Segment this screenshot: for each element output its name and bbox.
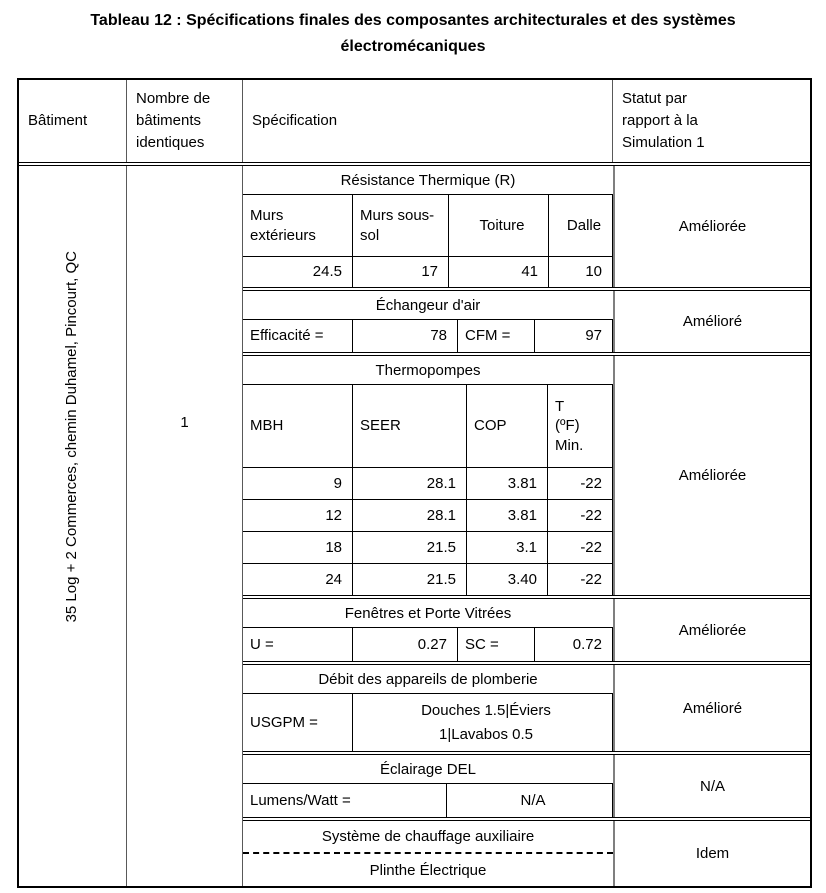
table-header-row	[19, 80, 810, 166]
chauffage-spec	[243, 821, 613, 886]
section-eclairage	[243, 751, 810, 817]
fenetres-values-row	[243, 628, 613, 661]
building-name-cell	[19, 166, 127, 886]
resistance-col-murs-exterieurs: Murs extérieurs	[243, 195, 353, 256]
thermopompes-column-headers	[243, 385, 613, 467]
section-plomberie	[243, 661, 810, 751]
thermopompes-title: Thermopompes	[243, 356, 613, 385]
table-caption: Tableau 12 : Spécifications finales des composantes architecturales et des systèmes électromécaniques	[90, 12, 736, 56]
tp-r1-tmin: -22	[548, 468, 613, 499]
building-count-value: 1	[180, 414, 189, 431]
fenetres-title: Fenêtres et Porte Vitrées	[243, 599, 613, 628]
eclairage-values-row	[243, 784, 613, 817]
resistance-col-toiture: Toiture	[449, 195, 549, 256]
plomberie-values-row	[243, 694, 613, 751]
tp-r2-tmin: -22	[548, 500, 613, 531]
thermopompes-row-3	[243, 531, 613, 563]
echangeur-cfm-value: 97	[535, 320, 613, 352]
tp-r1-seer: 28.1	[353, 468, 467, 499]
echangeur-status: Amélioré	[613, 291, 810, 352]
resistance-value-murs-sous-sol: 17	[353, 257, 449, 287]
thermopompes-row-1	[243, 467, 613, 499]
plomberie-spec	[243, 665, 613, 751]
resistance-column-headers	[243, 195, 613, 256]
tp-r2-seer: 28.1	[353, 500, 467, 531]
section-thermopompes	[243, 352, 810, 595]
thermopompes-spec	[243, 356, 613, 595]
tp-r4-tmin: -22	[548, 564, 613, 595]
echangeur-efficacite-value: 78	[353, 320, 458, 352]
plomberie-usgpm-value: Douches 1.5|Éviers 1|Lavabos 0.5	[421, 702, 551, 743]
echangeur-title: Échangeur d'air	[243, 291, 613, 320]
resistance-values-row	[243, 256, 613, 287]
resistance-value-murs-exterieurs: 24.5	[243, 257, 353, 287]
thermopompes-col-tmin	[548, 385, 613, 467]
header-statut-label: Statut par rapport à la Simulation 1	[622, 90, 705, 151]
tp-r1-mbh: 9	[243, 468, 353, 499]
tp-r3-tmin: -22	[548, 532, 613, 563]
table-body	[19, 166, 810, 886]
section-resistance-thermique	[243, 166, 810, 287]
building-count-cell	[127, 166, 243, 886]
echangeur-cfm-label: CFM =	[458, 320, 535, 352]
plomberie-status: Amélioré	[613, 665, 810, 751]
tp-r4-cop: 3.40	[467, 564, 548, 595]
chauffage-status: Idem	[613, 821, 810, 886]
eclairage-lumens-label: Lumens/Watt =	[243, 784, 447, 817]
tp-r2-cop: 3.81	[467, 500, 548, 531]
echangeur-spec	[243, 291, 613, 352]
chauffage-type-label: Plinthe Électrique	[369, 861, 487, 879]
tp-r2-mbh: 12	[243, 500, 353, 531]
resistance-value-toiture: 41	[449, 257, 549, 287]
tp-r4-mbh: 24	[243, 564, 353, 595]
header-statut	[613, 80, 810, 162]
thermopompes-col-tmin-label: T (ºF) Min.	[555, 397, 584, 454]
fenetres-u-value: 0.27	[353, 628, 458, 661]
thermopompes-status: Améliorée	[613, 356, 810, 595]
header-specification-label: Spécification	[252, 112, 338, 130]
resistance-status: Améliorée	[613, 166, 810, 287]
tp-r4-seer: 21.5	[353, 564, 467, 595]
fenetres-sc-label: SC =	[458, 628, 535, 661]
eclairage-spec	[243, 755, 613, 817]
eclairage-status: N/A	[613, 755, 810, 817]
chauffage-system-label: Système de chauffage auxiliaire	[243, 821, 613, 854]
header-nombre-label: Nombre de bâtiments identiques	[136, 90, 211, 151]
specs-table	[17, 78, 812, 888]
header-batiment	[19, 80, 127, 162]
resistance-col-dalle: Dalle	[549, 195, 613, 256]
building-name-vertical-text: 35 Log + 2 Commerces, chemin Duhamel, Pincourt, QC	[62, 251, 80, 623]
thermopompes-col-mbh: MBH	[243, 385, 353, 467]
plomberie-usgpm-value-cell	[353, 694, 613, 751]
plomberie-usgpm-label: USGPM =	[243, 694, 353, 751]
fenetres-u-label: U =	[243, 628, 353, 661]
header-batiment-label: Bâtiment	[28, 112, 88, 130]
tp-r3-cop: 3.1	[467, 532, 548, 563]
thermopompes-col-cop: COP	[467, 385, 548, 467]
eclairage-lumens-value: N/A	[447, 784, 613, 817]
section-fenetres	[243, 595, 810, 661]
echangeur-efficacite-label: Efficacité =	[243, 320, 353, 352]
fenetres-sc-value: 0.72	[535, 628, 613, 661]
eclairage-title: Éclairage DEL	[243, 755, 613, 784]
specification-sections	[243, 166, 810, 886]
plomberie-title: Débit des appareils de plomberie	[243, 665, 613, 694]
resistance-spec	[243, 166, 613, 287]
section-echangeur-air	[243, 287, 810, 352]
echangeur-values-row	[243, 320, 613, 352]
fenetres-status: Améliorée	[613, 599, 810, 661]
resistance-title: Résistance Thermique (R)	[243, 166, 613, 195]
thermopompes-col-seer: SEER	[353, 385, 467, 467]
resistance-col-murs-sous-sol: Murs sous-sol	[353, 195, 449, 256]
header-specification	[243, 80, 613, 162]
thermopompes-row-4	[243, 563, 613, 595]
tp-r3-seer: 21.5	[353, 532, 467, 563]
tp-r3-mbh: 18	[243, 532, 353, 563]
tp-r1-cop: 3.81	[467, 468, 548, 499]
section-chauffage-auxiliaire	[243, 817, 810, 886]
thermopompes-row-2	[243, 499, 613, 531]
header-nombre	[127, 80, 243, 162]
resistance-value-dalle: 10	[549, 257, 613, 287]
fenetres-spec	[243, 599, 613, 661]
